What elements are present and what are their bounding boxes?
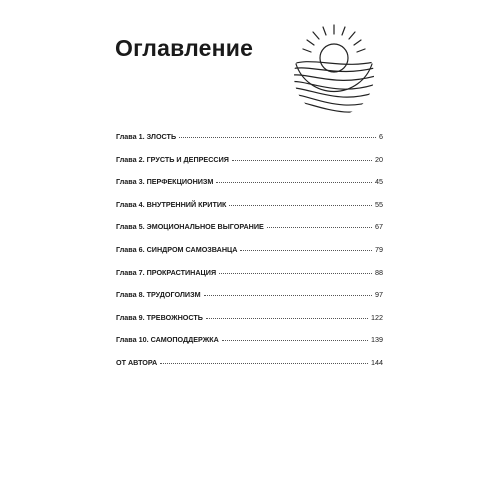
dot-leader: [229, 205, 372, 206]
toc-entry-title: Глава 8. ТРУДОГОЛИЗМ: [116, 290, 201, 300]
dot-leader: [219, 273, 372, 274]
toc-entry[interactable]: [116, 177, 383, 200]
toc-entry[interactable]: [116, 132, 383, 155]
toc-entry-title: Глава 1. ЗЛОСТЬ: [116, 132, 177, 141]
toc-entry-title: ОТ АВТОРА: [116, 357, 158, 367]
dot-leader: [267, 227, 372, 228]
toc-entry-title: Глава 9. ТРЕВОЖНОСТЬ: [116, 312, 203, 322]
toc-entry[interactable]: [116, 245, 383, 268]
page-title: Оглавление: [115, 35, 254, 61]
toc-entry-title: Глава 2. ГРУСТЬ И ДЕПРЕССИЯ: [116, 154, 229, 164]
toc-page-number: 144: [371, 357, 383, 367]
toc-entry-title: Глава 7. ПРОКРАСТИНАЦИЯ: [116, 267, 217, 277]
toc-page-number: 67: [375, 222, 383, 232]
dot-leader: [222, 340, 368, 341]
dot-leader: [160, 363, 368, 364]
toc-page-number: 20: [375, 154, 383, 164]
dot-leader: [232, 160, 372, 161]
toc-entry[interactable]: [116, 290, 383, 313]
dot-leader: [240, 250, 372, 251]
toc-entry-title: Глава 6. СИНДРОМ САМОЗВАНЦА: [116, 244, 238, 254]
toc-page-number: 45: [375, 177, 383, 187]
dot-leader: [206, 318, 368, 319]
toc-entry-title: Глава 5. ЭМОЦИОНАЛЬНОЕ ВЫГОРАНИЕ: [116, 222, 264, 232]
toc-entry[interactable]: [116, 268, 383, 291]
toc-entry[interactable]: [116, 222, 383, 245]
toc-entry-title: Глава 3. ПЕРФЕКЦИОНИЗМ: [116, 177, 214, 187]
toc-entry[interactable]: [116, 313, 383, 336]
toc-entry[interactable]: [116, 155, 383, 178]
dot-leader: [179, 137, 376, 138]
toc-page-number: 6: [379, 132, 383, 141]
toc-page-number: 79: [375, 244, 383, 254]
toc-entry-title: Глава 4. ВНУТРЕННИЙ КРИТИК: [116, 199, 227, 209]
toc-page-number: 88: [375, 267, 383, 277]
toc-page-number: 122: [371, 312, 383, 322]
toc-entry[interactable]: [116, 335, 383, 358]
dot-leader: [204, 295, 372, 296]
toc-entry[interactable]: [116, 358, 383, 381]
toc-page-number: 55: [375, 199, 383, 209]
toc-page-number: 97: [375, 290, 383, 300]
table-of-contents: [116, 132, 383, 381]
toc-entry-title: Глава 10. САМОПОДДЕРЖКА: [116, 335, 219, 345]
toc-entry[interactable]: [116, 200, 383, 223]
sun-over-waves-icon: [286, 24, 382, 120]
toc-page-number: 139: [371, 335, 383, 345]
dot-leader: [216, 182, 372, 183]
